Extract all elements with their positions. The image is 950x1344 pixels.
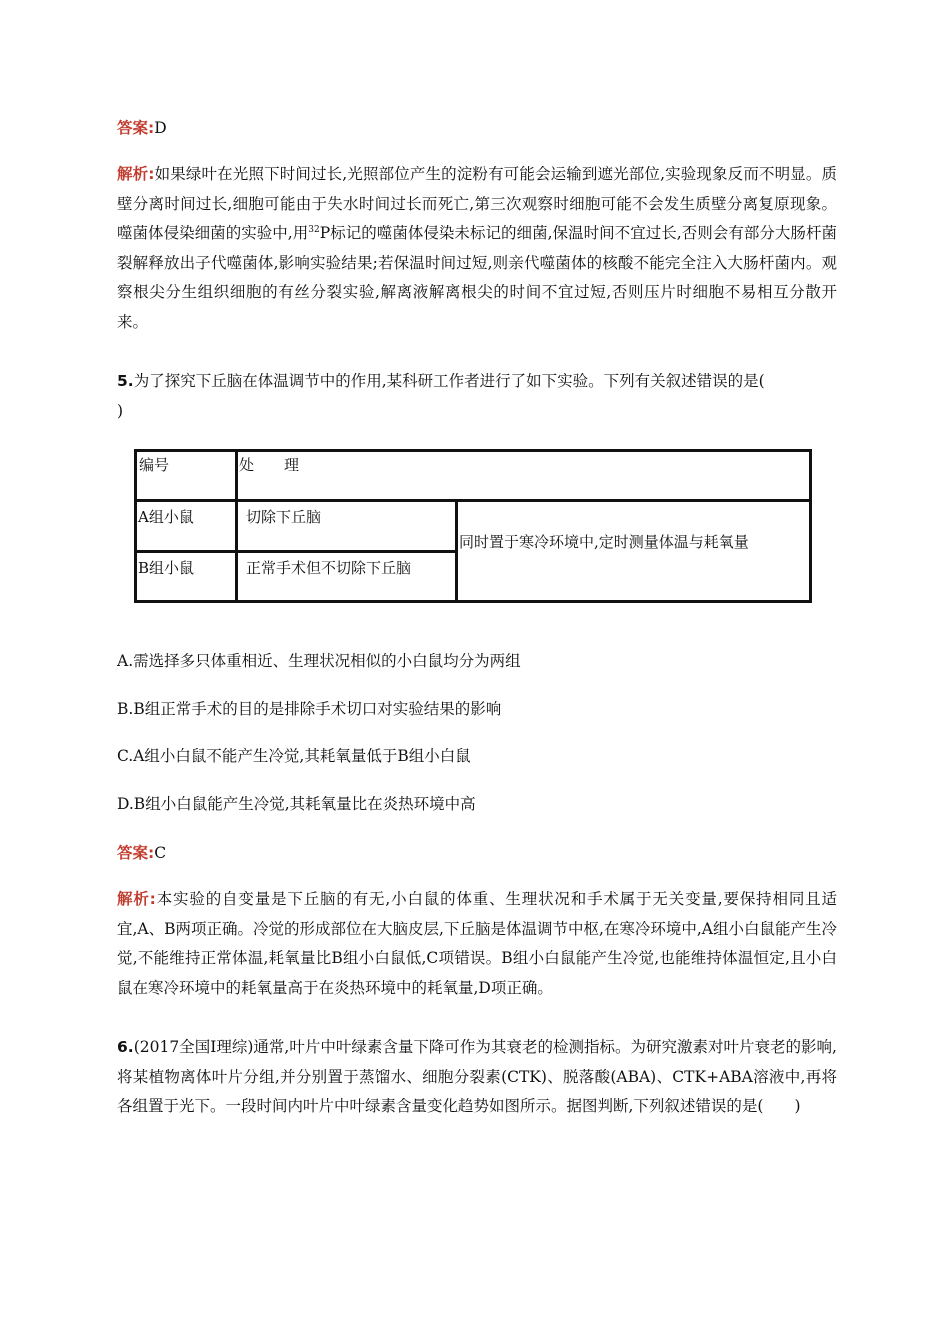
shared-condition: 同时置于寒冷环境中,定时测量体温与耗氧量 [459, 533, 749, 551]
table-divider [137, 499, 809, 502]
analysis-label: 解析: [117, 165, 155, 183]
option-d: D.B组小白鼠能产生冷觉,其耗氧量比在炎热环境中高 [117, 795, 476, 813]
answer-4 [117, 114, 837, 144]
row-b-treatment: 正常手术但不切除下丘脑 [246, 559, 412, 577]
experiment-table [134, 449, 812, 603]
question-6-stem [117, 1033, 837, 1122]
answer-label: 答案: [117, 844, 155, 862]
question-text: (2017全国Ⅰ理综)通常,叶片中叶绿素含量下降可作为其衰老的检测指标。为研究激素对叶片衰老的影响,将某植物离体叶片分组,并分别置于蒸馏水、细胞分裂素(CTK)、脱落酸(ABA)、CTK+ABA溶液中,再将各组置于光下。一段时间内叶片中叶绿素含量变化趋势如图所示。据图判断,下列叙述错误的是( ) [117, 1038, 837, 1115]
row-b-id: B组小鼠 [138, 559, 195, 577]
answer-5 [117, 839, 837, 869]
row-a-treatment: 切除下丘脑 [246, 508, 322, 526]
analysis-label: 解析: [117, 890, 156, 908]
analysis-4 [117, 160, 837, 337]
question-5-stem [117, 367, 837, 426]
answer-value: C [154, 844, 167, 862]
table-divider [235, 452, 238, 600]
answer-value: D [154, 119, 167, 137]
header-treatment: 处 理 [239, 456, 300, 474]
question-paren-close: ) [117, 401, 124, 420]
question-number: 6. [117, 1038, 134, 1056]
answer-label: 答案: [117, 119, 155, 137]
option-b: B.B组正常手术的目的是排除手术切口对实验结果的影响 [117, 700, 502, 718]
question-text: 为了探究下丘脑在体温调节中的作用,某科研工作者进行了如下实验。下列有关叙述错误的是( [133, 372, 765, 390]
option-a: A.需选择多只体重相近、生理状况相似的小白鼠均分为两组 [117, 652, 521, 670]
isotope-superscript: 32 [308, 224, 320, 235]
analysis-text-b: P标记的噬菌体侵染未标记的细菌,保温时间不宜过长,否则会有部分大肠杆菌裂解释放出子代噬菌体,影响实验结果;若保温时间过短,则亲代噬菌体的核酸不能完全注入大肠杆菌内。观察根尖分生组织细胞的有丝分裂实验,解离液解离根尖的时间不宜过短,否则压片时细胞不易相互分散开来。 [117, 224, 837, 331]
header-id: 编号 [139, 456, 170, 474]
question-number: 5. [117, 372, 134, 390]
analysis-text: 本实验的自变量是下丘脑的有无,小白鼠的体重、生理状况和手术属于无关变量,要保持相同且适宜,A、B两项正确。冷觉的形成部位在大脑皮层,下丘脑是体温调节中枢,在寒冷环境中,A组小白鼠能产生冷觉,不能维持正常体温,耗氧量比B组小白鼠低,C项错误。B组小白鼠能产生冷觉,也能维持体温恒定,且小白鼠在寒冷环境中的耗氧量高于在炎热环境中的耗氧量,D项正确。 [117, 890, 838, 997]
table-divider [455, 499, 458, 600]
row-a-id: A组小鼠 [138, 508, 194, 526]
analysis-text-a: 如果绿叶在光照下时间过长,光照部位产生的淀粉有可能会运输到遮光部位,实验现象反而不明显。质壁分离时间过长,细胞可能由于失水时间过长而死亡,第三次观察时细胞可能不会发生质壁分离复原现象。噬菌体侵染细菌的实验中,用 [117, 165, 838, 242]
option-c: C.A组小白鼠不能产生冷觉,其耗氧量低于B组小白鼠 [117, 747, 471, 765]
analysis-5 [117, 885, 837, 1003]
table-divider [137, 550, 455, 553]
